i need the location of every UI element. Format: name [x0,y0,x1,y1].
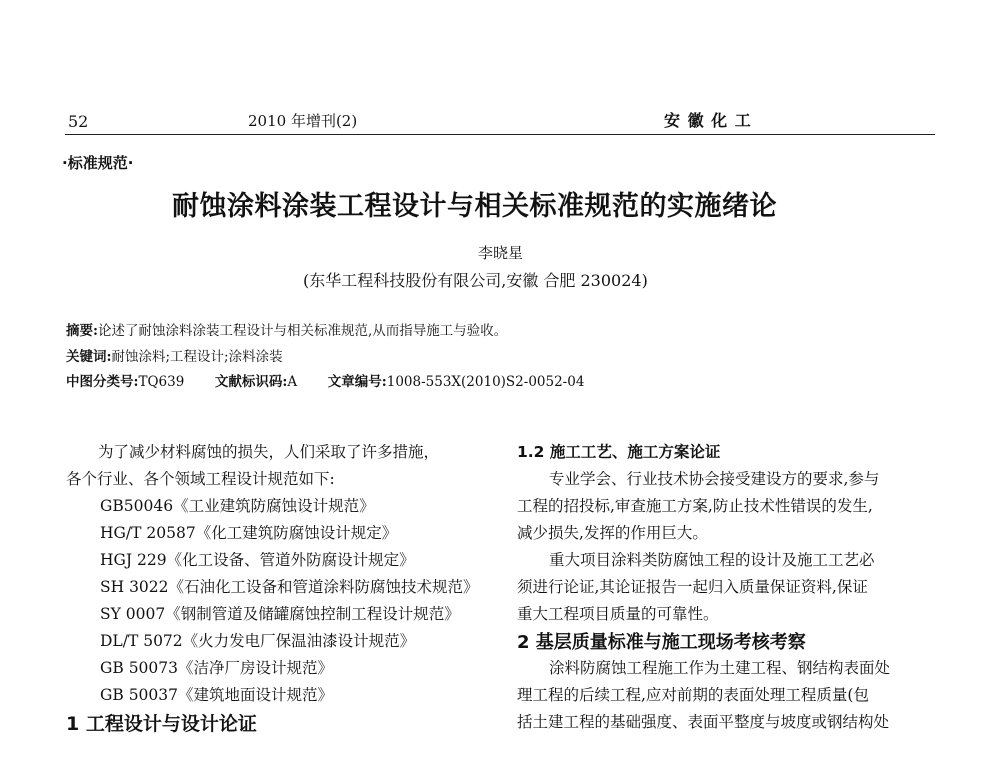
abstract-label: 摘要: [66,323,98,339]
article-number-label: 文章编号: [327,374,387,390]
subsection-heading-1-2: 1.2 施工工艺、施工方案论证 [517,443,721,461]
standard-item: HG/T 20587《化工建筑防腐蚀设计规定》 [100,524,398,542]
standard-item: GB50046《工业建筑防腐蚀设计规范》 [100,497,375,515]
page-number: 52 [68,112,89,131]
paragraph-line: 涂料防腐蚀工程施工作为土建工程、钢结构表面处 [549,659,891,677]
article-title: 耐蚀涂料涂装工程设计与相关标准规范的实施绪论 [172,191,777,222]
paragraph-line: 专业学会、行业技术协会接受建设方的要求,参与 [549,470,880,488]
keywords-line [66,345,283,365]
clc-label: 中图分类号: [66,374,139,390]
standard-item: HGJ 229《化工设备、管道外防腐设计规定》 [100,551,415,569]
standard-item: SY 0007《钢制管道及储罐腐蚀控制工程设计规范》 [100,605,460,623]
abstract-line [66,319,507,339]
paragraph-line: 工程的招投标,审查施工方案,防止技术性错误的发生, [517,497,873,515]
paragraph-line: 须进行论证,其论证报告一起归入质量保证资料,保证 [517,578,868,596]
paragraph-line: 重大项目涂料类防腐蚀工程的设计及施工工艺必 [549,551,875,569]
section-heading-1: 1 工程设计与设计论证 [66,713,257,735]
header-rule [65,134,935,135]
classification-line [66,370,584,390]
journal-name: 安 徽 化 工 [664,111,752,130]
keywords-label: 关键词: [66,349,112,365]
intro-line: 各个行业、各个领域工程设计规范如下: [66,470,335,488]
section-heading-2: 2 基层质量标准与施工现场考核考察 [517,632,806,653]
paragraph-line: 减少损失,发挥的作用巨大。 [517,524,708,542]
standard-item: GB 50037《建筑地面设计规范》 [100,686,334,704]
paragraph-line: 理工程的后续工程,应对前期的表面处理工程质量(包 [517,686,869,704]
standard-item: SH 3022《石油化工设备和管道涂料防腐蚀技术规范》 [100,578,479,596]
affiliation: (东华工程科技股份有限公司,安徽 合肥 230024) [303,271,648,290]
journal-issue: 2010 年增刊(2) [248,112,358,130]
clc-value: TQ639 [138,374,185,390]
intro-line: 为了减少材料腐蚀的损失，人们采取了许多措施， [98,443,440,461]
standard-item: GB 50073《洁净厂房设计规范》 [100,659,334,677]
keywords-text: 耐蚀涂料;工程设计;涂料涂装 [111,349,283,365]
section-tag: ·标准规范· [62,154,134,172]
paragraph-line: 括土建工程的基础强度、表面平整度与坡度或钢结构处 [517,713,890,731]
author: 李晓星 [478,244,524,262]
article-number-value: 1008-553X(2010)S2-0052-04 [386,374,585,390]
doc-code-label: 文献标识码: [214,374,288,390]
paragraph-line: 重大工程项目质量的可靠性。 [517,605,719,623]
abstract-text: 论述了耐蚀涂料涂装工程设计与相关标准规范,从而指导施工与验收。 [97,323,508,339]
standard-item: DL/T 5072《火力发电厂保温油漆设计规范》 [100,632,416,650]
doc-code-value: A [287,374,298,390]
